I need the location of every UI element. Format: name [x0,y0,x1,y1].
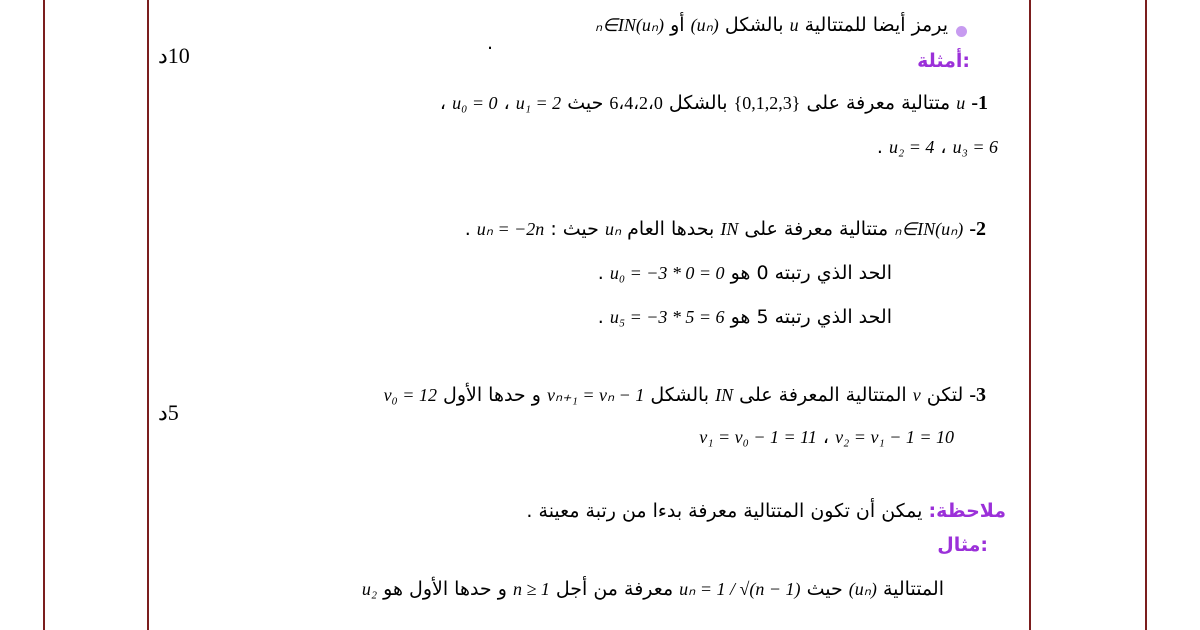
example-2-eq: uₙ = −2n [476,219,545,239]
example-3-eq: vₙ₊₁ = vₙ − 1 [546,385,645,405]
example-2-seq: (uₙ)ₙ∈IN [894,219,964,239]
example-2-where: حيث : [550,218,599,240]
example-1-var: u [956,93,966,113]
notation-shape: بالشكل [724,14,784,36]
example-2-term-5 [598,306,892,328]
final-example-where: حيث [806,578,843,600]
example-1-sep2: ، [439,92,447,114]
example-3-set: IN [715,385,734,405]
example-3-v0: v₀ = 12 [383,385,437,405]
note-text: يمكن أن تكون المتتالية معرفة بدءا من رتبة معينة . [526,500,923,522]
notation-form2: (uₙ)ₙ∈IN [595,15,665,35]
notation-var: u [789,15,799,35]
final-example-u2: u₂ [361,579,378,599]
left-margin-line [43,0,45,630]
example-2-text: متتالية معرفة على [744,218,889,240]
note-heading: ملاحظة: [928,500,1006,522]
example-1-where: حيث [567,92,604,114]
notation-dot: . [487,32,494,54]
example-2-end: . [464,218,471,240]
example-2-line [465,218,986,241]
example-1-line [440,92,988,115]
notation-text: يرمز أيضا للمتتالية [804,14,948,36]
final-example-un: (uₙ) [848,579,877,599]
example-2-term-0-eq: u₀ = −3 * 0 = 0 [609,263,725,283]
note-line [526,500,1006,522]
content-left-line [147,0,149,630]
final-example-first: و حدها الأول هو [383,578,507,600]
example-2-term-0-end: . [597,262,604,284]
example-3-text: المتتالية المعرفة على [739,384,907,406]
example-1-sep3: ، [940,136,947,158]
example-1-eq-u1: u₁ = 2 [515,93,562,113]
final-example-cond: n ≥ 1 [512,579,550,599]
example-2-number: 2- [969,218,986,240]
example-2-term-5-end: . [597,306,604,328]
example-2-general: بحدها العام [627,218,715,240]
example-heading: مثال: [937,534,988,556]
final-example-seq: المتتالية [882,578,944,600]
example-1-eq-u0: u₀ = 0 [452,93,498,113]
example-1-eq-u3: u₃ = 6 [952,137,998,157]
examples-heading: أمثلة: [917,50,970,72]
example-1-eq-u2: u₂ = 4 [888,137,935,157]
example-3-first: و حدها الأول [443,384,541,406]
example-2-term-5-eq: u₅ = −3 * 5 = 6 [609,307,725,327]
example-2-set: IN [720,219,739,239]
example-3-sep: ، [822,426,830,448]
time-label-5: 5د [158,400,179,425]
example-2-term-0-text: الحد الذي رتبته 0 هو [730,262,892,284]
notation-or: أو [670,14,685,36]
example-3-line [384,384,986,407]
example-1-end: . [876,136,883,158]
example-3-let: لتكن [926,384,964,406]
example-1-shape: بالشكل [668,92,728,114]
example-1-line-2 [877,136,998,158]
final-example-defined: معرفة من أجل [555,578,674,600]
example-2-un: uₙ [604,219,622,239]
example-1-values: 6،4،2،0 [609,93,663,113]
example-3-v1: v₁ = v₀ − 1 = 11 [699,427,817,447]
example-3-line-2 [699,426,954,448]
example-2-term-0 [598,262,892,284]
example-1-sep1: ، [503,92,510,114]
example-1-number: 1- [971,92,988,114]
example-1-text: متتالية معرفة على [806,92,951,114]
example-3-var: v [912,385,921,405]
example-1-set: {0,1,2,3} [733,93,801,113]
right-margin-line [1145,0,1147,630]
notation-form1: (uₙ) [690,15,719,35]
bullet-icon [956,26,967,37]
example-3-shape: بالشكل [650,384,710,406]
notation-line [595,14,948,36]
content-right-line [1029,0,1031,630]
example-2-term-5-text: الحد الذي رتبته 5 هو [730,306,892,328]
final-example-line [362,578,944,600]
example-3-number: 3- [969,384,986,406]
example-3-v2: v₂ = v₁ − 1 = 10 [835,427,954,447]
time-label-10: 10د [158,43,190,68]
final-example-eq: uₙ = 1 / √(n − 1) [679,579,801,599]
